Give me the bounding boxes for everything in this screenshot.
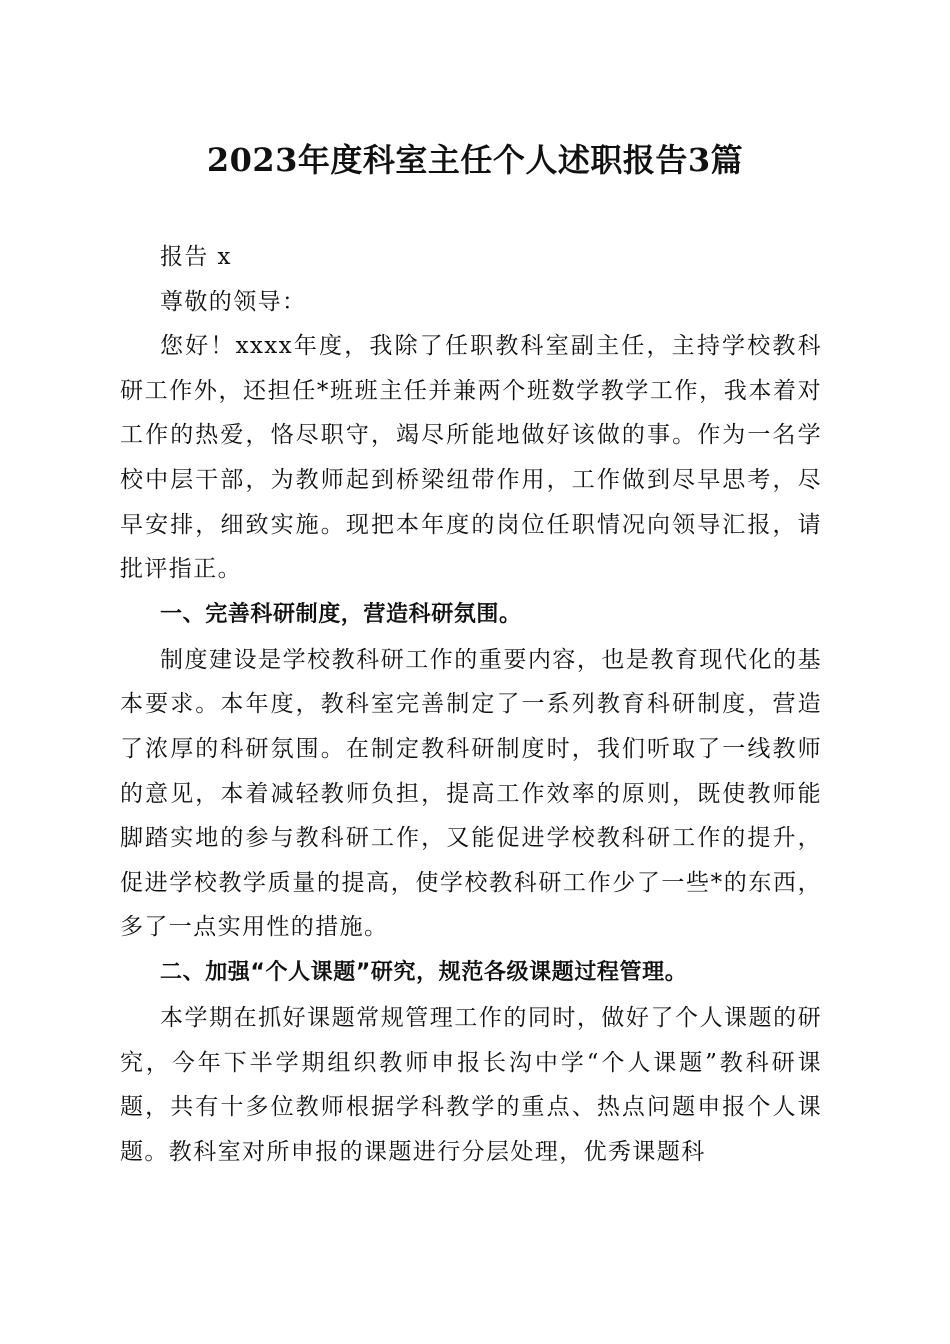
section-2-paragraph: 本学期在抓好课题常规管理工作的同时，做好了个人课题的研究，今年下半学期组织教师申报长沟中学“个人课题”教科研课题，共有十多位教师根据学科教学的重点、热点问题申报个人课题。教科室对所申报的课题进行分层处理，优秀课题科	[120, 1004, 822, 1165]
section-1-heading: 一、完善科研制度，营造科研氛围。	[160, 601, 522, 627]
section-1-paragraph: 制度建设是学校教科研工作的重要内容，也是教育现代化的基本要求。本年度，教科室完善制定了一系列教育科研制度，营造了浓厚的科研氛围。在制定教科研制度时，我们听取了一线教师的意见，本着减轻教师负担，提高工作效率的原则，既使教师能脚踏实地的参与教科研工作，又能促进学校教科研工作的提升，促进学校教学质量的提高，使学校教科研工作少了一些*的东西，多了一点实用性的措施。	[120, 646, 822, 941]
document-body	[120, 235, 822, 1174]
document-title: 2023年度科室主任个人述职报告3篇	[206, 141, 744, 179]
section-2-heading: 二、加强“个人课题”研究，规范各级课题过程管理。	[160, 959, 688, 985]
intro-paragraph: 您好！xxxx年度，我除了任职教科室副主任，主持学校教科研工作外，还担任*班班主任并兼两个班数学教学工作，我本着对工作的热爱，恪尽职守，竭尽所能地做好该做的事。作为一名学校中层干部，为教师起到桥梁纽带作用，工作做到尽早思考，尽早安排，细致实施。现把本年度的岗位任职情况向领导汇报，请批评指正。	[120, 333, 822, 583]
report-label: 报告 x	[160, 244, 232, 270]
salutation: 尊敬的领导：	[160, 288, 307, 315]
